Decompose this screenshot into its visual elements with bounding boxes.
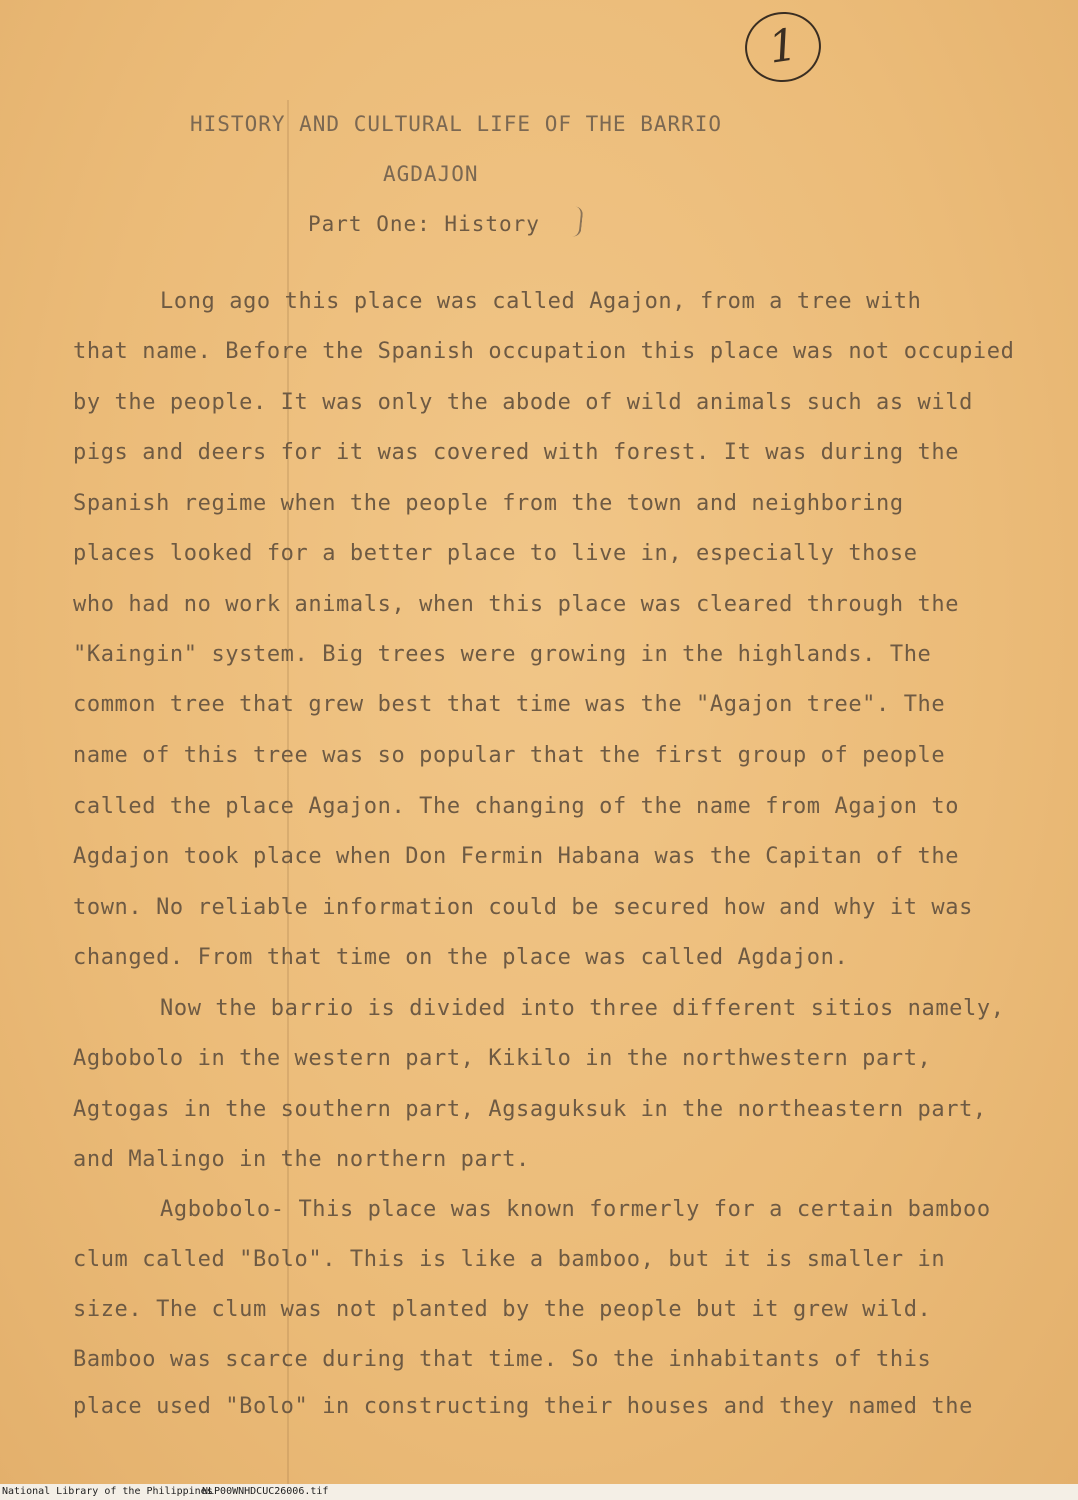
text-line: pigs and deers for it was covered with forest. It was during the xyxy=(73,440,960,465)
text-line: Agbobolo in the western part, Kikilo in the northwestern part, xyxy=(73,1046,932,1071)
file-identifier: NLP00WNHDCUC26006.tif xyxy=(202,1486,329,1497)
text-line: Agbobolo- This place was known formerly for a certain bamboo xyxy=(160,1197,991,1222)
text-line: place used "Bolo" in constructing their houses and they named the xyxy=(73,1394,973,1419)
handwritten-bracket-mark xyxy=(556,205,583,237)
text-line: and Malingo in the northern part. xyxy=(73,1147,530,1172)
text-line: by the people. It was only the abode of wild animals such as wild xyxy=(73,390,973,415)
text-line: "Kaingin" system. Big trees were growing in the highlands. The xyxy=(73,642,932,667)
text-line: name of this tree was so popular that the first group of people xyxy=(73,743,946,768)
text-line: Now the barrio is divided into three different sitios namely, xyxy=(160,996,1005,1021)
text-line: Long ago this place was called Agajon, from a tree with xyxy=(160,289,922,314)
page-number: 1 xyxy=(740,7,825,87)
text-line: Spanish regime when the people from the town and neighboring xyxy=(73,491,904,516)
text-line: common tree that grew best that time was the "Agajon tree". The xyxy=(73,692,946,717)
scan-footer xyxy=(0,1484,1078,1500)
text-line: who had no work animals, when this place was cleared through the xyxy=(73,592,960,617)
text-line: that name. Before the Spanish occupation this place was not occupied xyxy=(73,339,1015,364)
text-line: Agtogas in the southern part, Agsaguksuk in the northeastern part, xyxy=(73,1097,987,1122)
barrio-name: AGDAJON xyxy=(383,162,479,186)
text-line: town. No reliable information could be secured how and why it was xyxy=(73,895,973,920)
library-credit: National Library of the Philippines xyxy=(2,1486,213,1497)
text-line: size. The clum was not planted by the people but it grew wild. xyxy=(73,1297,932,1322)
document-title: HISTORY AND CULTURAL LIFE OF THE BARRIO xyxy=(190,112,723,136)
text-line: Bamboo was scarce during that time. So the inhabitants of this xyxy=(73,1347,932,1372)
part-heading: Part One: History xyxy=(308,212,540,236)
text-line: Agdajon took place when Don Fermin Habana was the Capitan of the xyxy=(73,844,960,869)
text-line: called the place Agajon. The changing of the name from Agajon to xyxy=(73,794,960,819)
text-line: clum called "Bolo". This is like a bamboo, but it is smaller in xyxy=(73,1247,946,1272)
text-line: changed. From that time on the place was called Agdajon. xyxy=(73,945,849,970)
text-line: places looked for a better place to live in, especially those xyxy=(73,541,918,566)
